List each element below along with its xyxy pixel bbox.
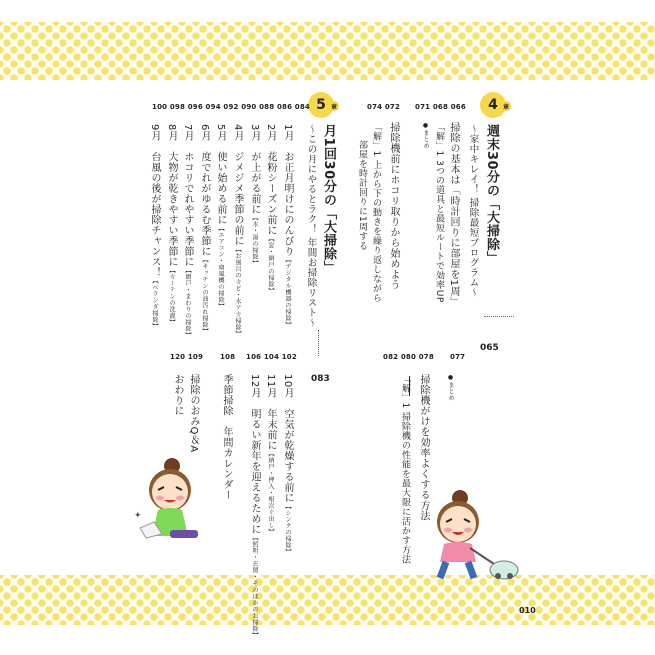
month-label: 8月 大物が乾きやすい季節に <box>166 124 177 268</box>
chapter5-item[interactable]: おわりに <box>172 374 183 416</box>
chapter4-title: 週末30分の「大掃除」 <box>484 124 499 265</box>
chapter4-pages-d: 082 080 078 <box>383 353 434 361</box>
chapter5-subtitle: ～この月にやるとラク！ 年間お掃除リスト～ <box>305 124 317 328</box>
month-note: 【カーテンの洗濯】 <box>168 267 175 326</box>
chapter5-badge <box>308 92 337 118</box>
chapter4-page: 065 <box>480 343 499 353</box>
month-label: 5月 使い始める前に <box>215 124 226 226</box>
chapter5-title: 月1回30分の「大掃除」 <box>321 124 336 275</box>
month-label: 7月 ホコリでれやすい季節に <box>182 124 193 268</box>
month-note: 【キッチンの油汚れ掃除】 <box>201 256 208 335</box>
chapter5-item[interactable]: 掃除のおみQ＆A <box>188 374 199 453</box>
chapter5-pages-d: 106 104 102 <box>246 353 297 361</box>
chapter4-pages-c: 077 <box>450 353 466 361</box>
month-label: 2月 花粉シーズン前に <box>265 124 276 236</box>
chapter5-pages-c: 108 <box>220 353 236 361</box>
chapter4-item[interactable]: 掃除の基本は「時計回りに部屋を1周」 <box>448 122 459 308</box>
chapter5-month[interactable] <box>282 374 292 555</box>
month-label: 4月 ジメジメ季節の前に <box>232 124 243 247</box>
chapter5-month[interactable] <box>249 124 259 267</box>
month-label: 6月 度でれがゆるむ季節に <box>199 124 210 257</box>
month-note: 【お風呂のカビ・水アカ掃除】 <box>234 246 241 338</box>
chapter4-item[interactable]: 掃除機前にホコリ取りから始めよう <box>388 122 399 290</box>
chapter5-month[interactable] <box>166 124 176 326</box>
month-label: 10月 空気が乾燥する前に <box>282 374 293 504</box>
chapter4-number: 4 <box>488 97 498 113</box>
chapter4-leader <box>484 316 514 317</box>
chapter4-item[interactable]: 部屋を時計回りに1周する <box>357 140 367 251</box>
chapter4-item[interactable]: 掃除機がけを効率よくする方法 <box>418 374 429 521</box>
chapter5-pages-b: 120 109 <box>170 353 204 361</box>
month-note: 【デジタル機器の掃除】 <box>284 256 291 329</box>
chapter5-pages-a: 100 098 096 094 092 090 088 086 084 <box>152 103 311 111</box>
month-note: 【照明・玄関・そのほかのお掃除】 <box>251 534 258 639</box>
month-note: 【水・湯の掃除】 <box>251 214 258 267</box>
month-label: 12月 明るい新年を迎えるために <box>249 374 260 535</box>
chapter4-badge <box>480 92 509 118</box>
chapter5-badge-label: 章 <box>329 101 339 111</box>
chapter4-summary[interactable]: ●まとめ <box>447 374 454 401</box>
chapter4-pages-a: 071 068 066 <box>415 103 466 111</box>
cleaning-girl-illustration <box>130 444 210 544</box>
chapter4-item[interactable]: 「解」1 掃除機の性能を最大限に活かす方法 <box>400 374 410 565</box>
chapter4-subtitle: ～家中キレイ！ 掃除最短プログラム～ <box>467 124 479 298</box>
month-label: 3月 が上がる前に <box>249 124 260 215</box>
month-note: 【ベランダ掃除】 <box>151 277 158 330</box>
chapter4-summary[interactable]: ●まとめ <box>422 122 429 149</box>
month-label: 11月 年末前に <box>265 374 276 451</box>
month-label: 9月 台風の後が掃除チャンス！ <box>149 124 160 278</box>
chapter5-month[interactable] <box>265 374 275 535</box>
chapter5-month[interactable] <box>249 374 259 639</box>
chapter5-number: 5 <box>316 97 326 113</box>
month-note: 【納戸・押入・相次ぐ出し】 <box>267 450 274 536</box>
top-polka-band <box>0 22 655 80</box>
chapter5-month[interactable] <box>215 124 225 310</box>
bottom-polka-band <box>0 575 655 625</box>
svg-text:✦: ✦ <box>134 511 142 521</box>
chapter4-badge-label: 章 <box>501 101 511 111</box>
chapter5-month[interactable] <box>282 124 292 328</box>
chapter5-page: 083 <box>311 374 330 384</box>
month-note: 【エアコン・扇風機の掃除】 <box>217 225 224 310</box>
chapter5-month[interactable] <box>232 124 242 337</box>
month-label: 1月 お正月明けにのんびり <box>282 124 293 257</box>
chapter4-pages-b: 074 072 <box>367 103 401 111</box>
chapter5-item[interactable]: 季節掃除 年間カレンダー <box>221 374 232 500</box>
chapter5-month[interactable] <box>149 124 159 330</box>
chapter5-leader <box>318 330 319 356</box>
chapter4-item[interactable]: 「解」1 3つの道具と最短ルートで効率UP <box>434 122 444 303</box>
month-note: 【窓・網戸の掃除】 <box>267 235 274 295</box>
chapter4-item[interactable]: 「解」1 上から下の動きを繰り返しながら <box>371 122 381 303</box>
bracket-line <box>409 376 410 396</box>
chapter5-month[interactable] <box>182 124 192 339</box>
vacuum-girl-illustration <box>422 486 522 582</box>
chapter5-month[interactable] <box>199 124 209 335</box>
month-note: 【シンクの掃除】 <box>284 503 291 556</box>
footer-page-number: 010 <box>519 606 536 615</box>
month-note: 【網戸・まわりの掃除】 <box>184 267 191 339</box>
chapter5-month[interactable] <box>265 124 275 294</box>
